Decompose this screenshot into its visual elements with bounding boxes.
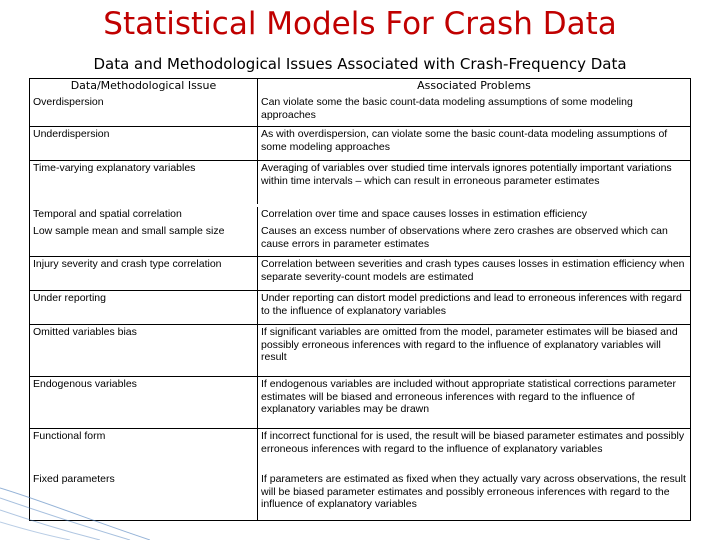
problem-cell: If significant variables are omitted from the model, parameter estimates will be biased and possibly erroneous inferences with regard to the influence of explanatory variables will result — [261, 326, 678, 364]
issue-cell: Functional form — [30, 429, 258, 472]
problem-cell: As with overdispersion, can violate some the basic count-data modeling assumptions of some modeling approaches — [261, 128, 668, 153]
table-row — [30, 377, 690, 429]
table-row — [30, 325, 690, 377]
table-row — [30, 207, 690, 224]
page-title: Statistical Models For Crash Data — [103, 6, 617, 42]
issue-cell: Injury severity and crash type correlation — [30, 257, 258, 290]
issue-cell: Underdispersion — [30, 127, 258, 160]
table-row — [30, 429, 690, 472]
problem-cell: If incorrect functional for is used, the result will be biased parameter estimates and possibly erroneous inferences with regard to the influence of explanatory variables — [261, 430, 685, 455]
problem-cell: Can violate some the basic count-data modeling assumptions of some modeling approaches — [261, 96, 633, 121]
issue-cell: Overdispersion — [30, 95, 258, 126]
table-row — [30, 472, 690, 520]
issue-cell: Fixed parameters — [30, 472, 258, 520]
decor-curve — [0, 522, 70, 540]
header-problem: Associated Problems — [417, 79, 531, 92]
problem-cell: If endogenous variables are included without appropriate statistical corrections parameter estimates will be biased and erroneous inferences with regard to the influence of explanatory variables may be drawn — [261, 378, 676, 416]
problem-cell: Averaging of variables over studied time intervals ignores potentially important variations within time intervals – which can result in erroneous parameter estimates — [261, 162, 672, 187]
issue-cell: Time-varying explanatory variables — [30, 161, 258, 204]
table-row — [30, 291, 690, 325]
problem-cell: Under reporting can distort model predictions and lead to erroneous inferences with regard to the influence of explanatory variables — [261, 292, 682, 317]
problem-cell: Causes an excess number of observations where zero crashes are observed which can cause errors in parameter estimates — [261, 225, 668, 250]
table-row — [30, 161, 690, 204]
issue-cell: Omitted variables bias — [30, 325, 258, 376]
problem-cell: Correlation over time and space causes losses in estimation efficiency — [261, 208, 588, 220]
issues-table — [29, 78, 691, 521]
table-row — [30, 95, 690, 127]
issue-cell: Endogenous variables — [30, 377, 258, 428]
table-header-row — [30, 79, 690, 95]
page-subtitle: Data and Methodological Issues Associated with Crash-Frequency Data — [93, 55, 627, 73]
problem-cell: If parameters are estimated as fixed when they actually vary across observations, the result will be biased parameter estimates and possibly erroneous inferences with regard to the influence of explanatory variables — [261, 473, 686, 511]
issue-cell: Low sample mean and small sample size — [30, 224, 258, 256]
issue-cell: Temporal and spatial correlation — [30, 207, 258, 224]
table-row — [30, 224, 690, 257]
problem-cell: Correlation between severities and crash types causes losses in estimation efficiency when separate severity-count models are estimated — [261, 258, 685, 283]
table-row — [30, 257, 690, 291]
table-row — [30, 127, 690, 161]
issue-cell: Under reporting — [30, 291, 258, 324]
header-issue: Data/Methodological Issue — [30, 79, 258, 95]
